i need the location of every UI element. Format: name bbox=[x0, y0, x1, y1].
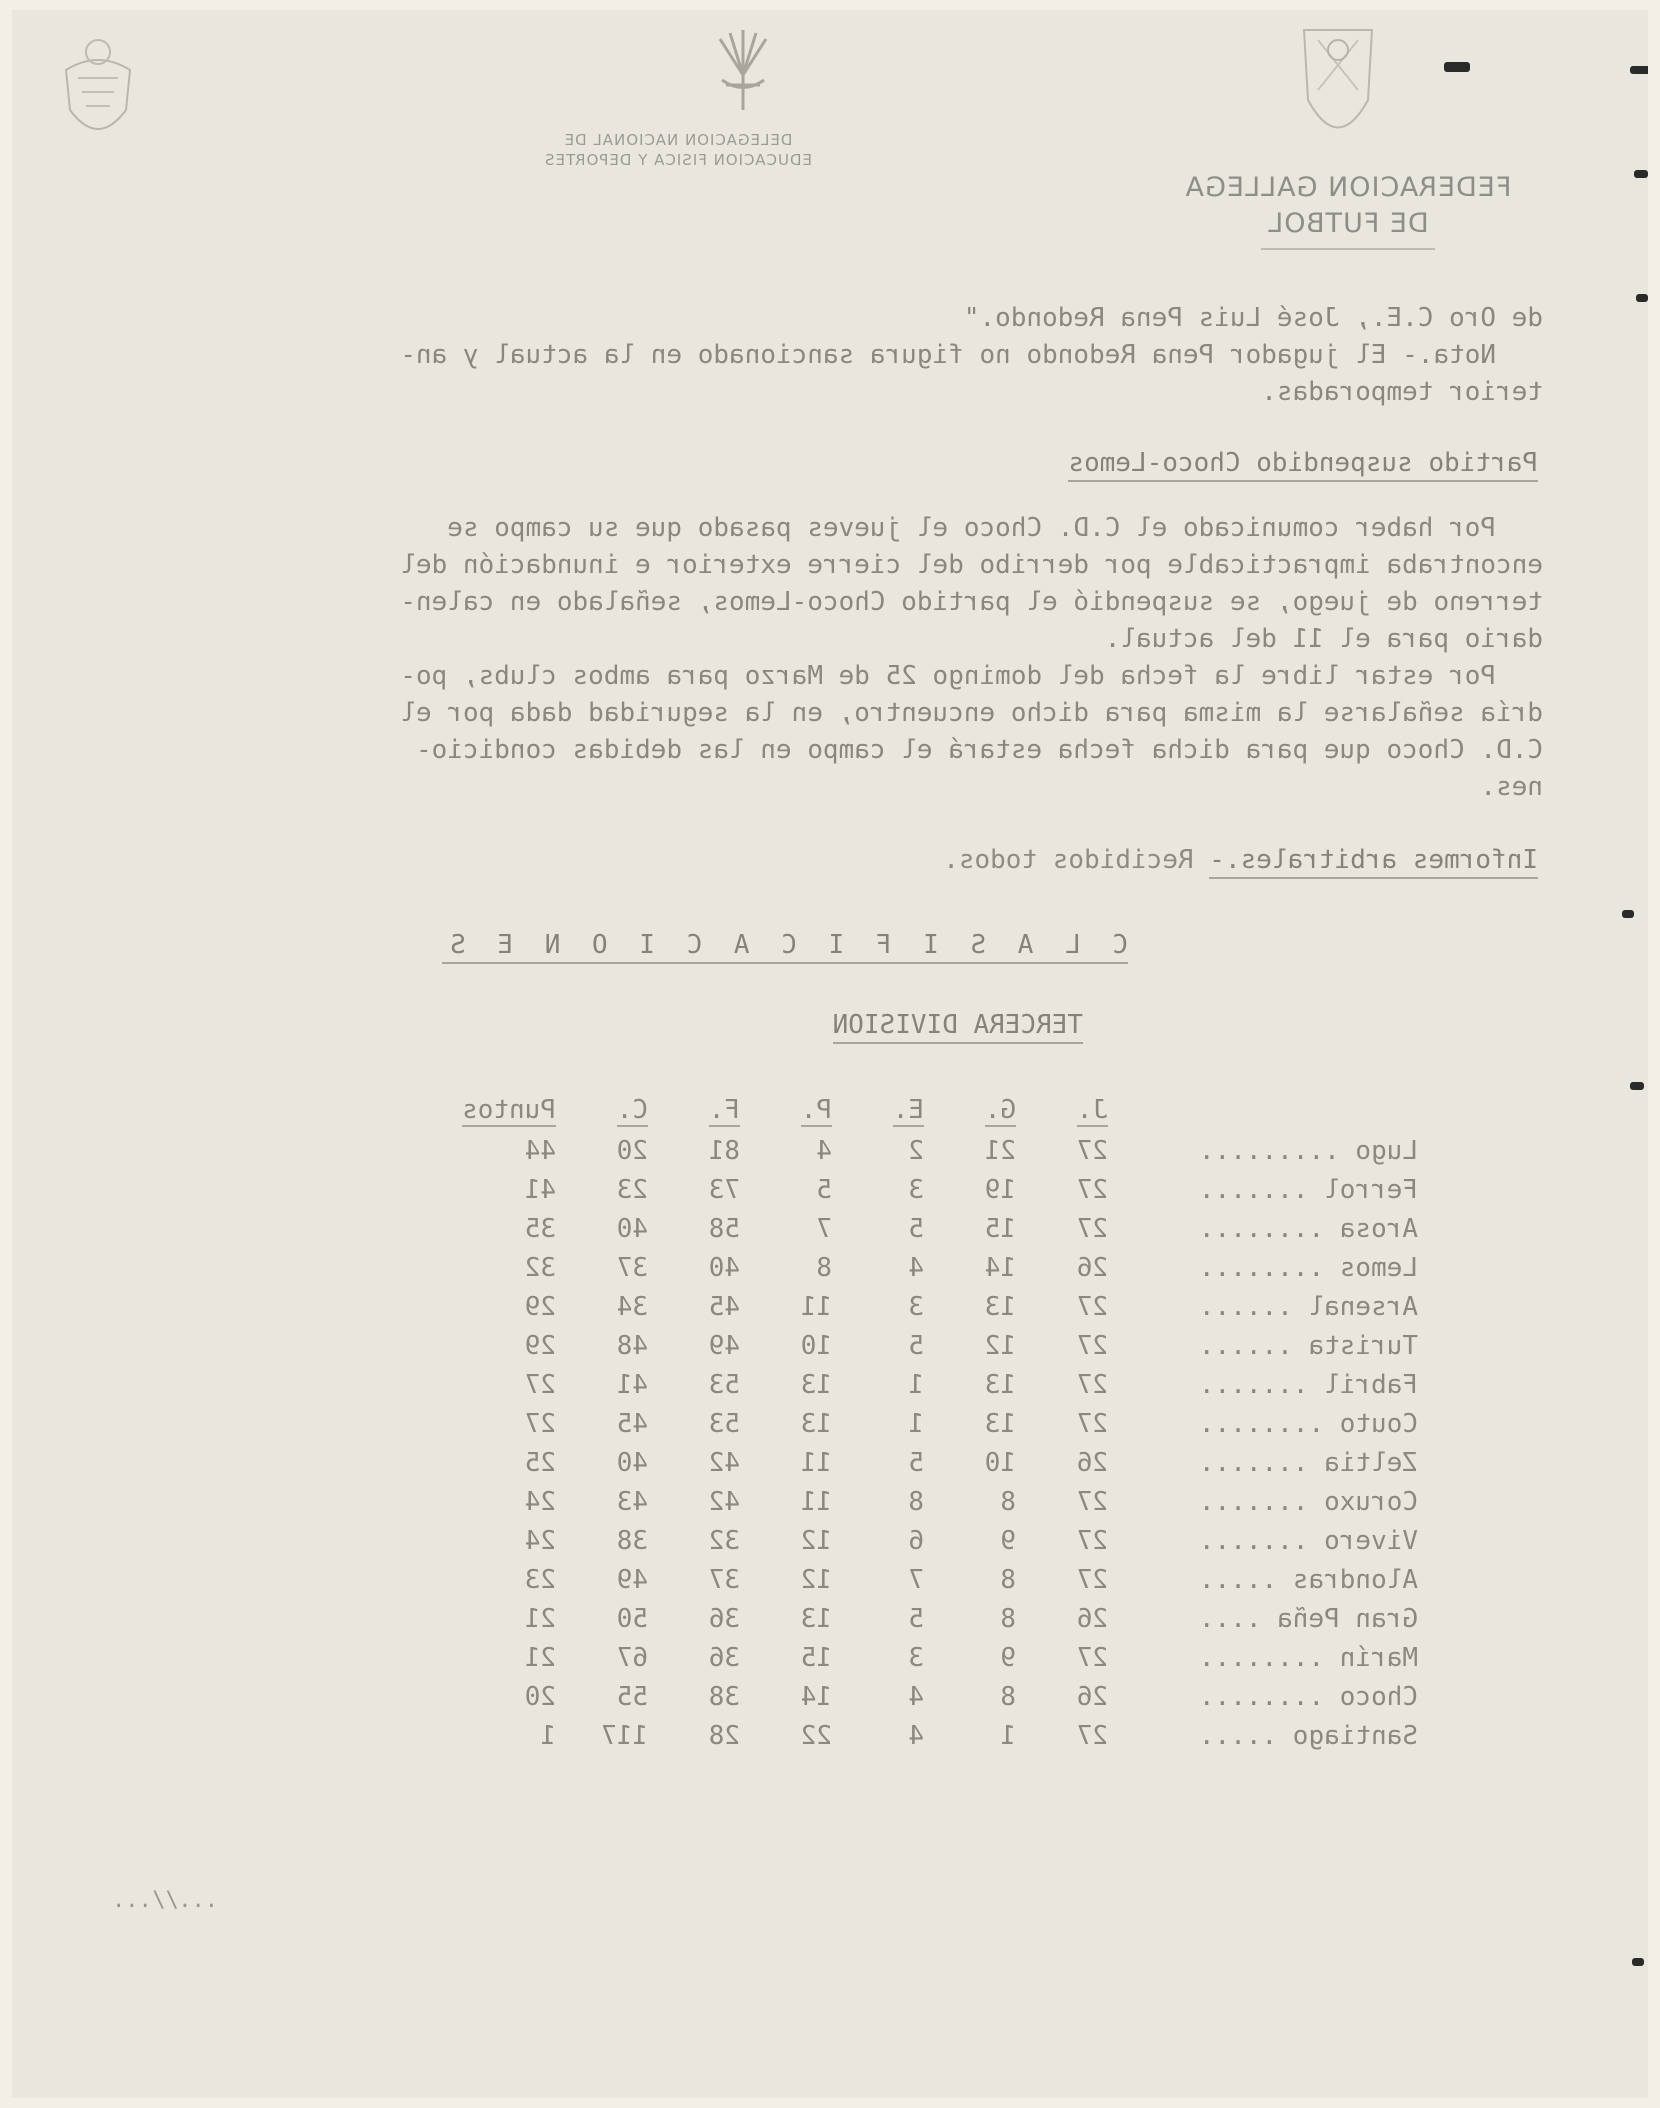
table-cell: 27 bbox=[1076, 1174, 1108, 1205]
table-cell: 27 bbox=[1076, 1330, 1108, 1361]
table-cell: 37 bbox=[616, 1252, 648, 1283]
table-cell: 11 bbox=[800, 1291, 832, 1322]
table-cell: 5 bbox=[816, 1174, 832, 1205]
table-cell: 8 bbox=[1000, 1603, 1016, 1634]
table-cell: 55 bbox=[616, 1681, 648, 1712]
heading-referee-reports: Informes arbitrales.- bbox=[1209, 845, 1538, 879]
federation-shield-icon bbox=[58, 30, 138, 150]
table-cell: 27 bbox=[1076, 1135, 1108, 1166]
text-line: de Oro C.E., José Luis Pena Redondo." bbox=[963, 303, 1543, 333]
table-cell: 27 bbox=[524, 1369, 556, 1400]
table-cell: 13 bbox=[800, 1603, 832, 1634]
column-header: F. bbox=[708, 1095, 740, 1125]
table-cell: 81 bbox=[708, 1135, 740, 1166]
table-cell: 73 bbox=[708, 1174, 740, 1205]
table-cell: 25 bbox=[524, 1447, 556, 1478]
table-row bbox=[446, 1131, 1418, 1170]
standings-table bbox=[446, 1095, 1418, 1755]
table-cell: 34 bbox=[616, 1291, 648, 1322]
table-cell: 5 bbox=[908, 1213, 924, 1244]
table-cell: 29 bbox=[524, 1330, 556, 1361]
column-header: P. bbox=[800, 1095, 832, 1125]
table-row bbox=[446, 1326, 1418, 1365]
table-cell: 20 bbox=[616, 1135, 648, 1166]
table-cell: 28 bbox=[708, 1720, 740, 1751]
national-line-1: DELEGACION NACIONAL DE bbox=[563, 131, 793, 149]
table-cell: 10 bbox=[984, 1447, 1016, 1478]
table-cell: 29 bbox=[524, 1291, 556, 1322]
table-cell: 3 bbox=[908, 1642, 924, 1673]
text-line: Nota.- El jugador Pena Redondo no figura sancionado en la actual y an- bbox=[400, 340, 1543, 370]
table-cell: 40 bbox=[616, 1213, 648, 1244]
table-cell: 49 bbox=[616, 1564, 648, 1595]
table-cell: 27 bbox=[1076, 1369, 1108, 1400]
table-cell: 117 bbox=[601, 1720, 648, 1751]
table-cell: 24 bbox=[524, 1486, 556, 1517]
table-cell: 32 bbox=[524, 1252, 556, 1283]
table-cell: 21 bbox=[524, 1642, 556, 1673]
table-cell: 21 bbox=[984, 1135, 1016, 1166]
table-cell: 3 bbox=[908, 1291, 924, 1322]
table-cell: 1 bbox=[540, 1720, 556, 1751]
body-text-top bbox=[93, 300, 1543, 411]
table-cell: 26 bbox=[1076, 1447, 1108, 1478]
table-cell: 1 bbox=[1000, 1720, 1016, 1751]
body-text-suspended bbox=[93, 510, 1543, 806]
table-cell: 35 bbox=[524, 1213, 556, 1244]
yoke-and-arrows-icon bbox=[708, 25, 778, 115]
table-cell: 38 bbox=[708, 1681, 740, 1712]
table-row bbox=[446, 1170, 1418, 1209]
table-cell: 13 bbox=[800, 1408, 832, 1439]
table-cell: 26 bbox=[1076, 1603, 1108, 1634]
table-cell: 23 bbox=[524, 1564, 556, 1595]
text-line: dario para el 11 del actual. bbox=[1104, 624, 1543, 654]
table-cell: 32 bbox=[708, 1525, 740, 1556]
division-title: TERCERA DIVISION bbox=[833, 1010, 1083, 1044]
table-cell: 21 bbox=[524, 1603, 556, 1634]
table-cell: 12 bbox=[984, 1330, 1016, 1361]
table-cell: 38 bbox=[616, 1525, 648, 1556]
table-cell: 27 bbox=[1076, 1486, 1108, 1517]
team-name: Lemos ........ bbox=[1198, 1252, 1418, 1283]
table-cell: 13 bbox=[984, 1369, 1016, 1400]
team-name: Gran Peña .... bbox=[1198, 1603, 1418, 1634]
team-name: Arosa ........ bbox=[1198, 1213, 1418, 1244]
column-header: E. bbox=[892, 1095, 924, 1125]
table-cell: 40 bbox=[708, 1252, 740, 1283]
table-cell: 1 bbox=[908, 1369, 924, 1400]
table-cell: 41 bbox=[616, 1369, 648, 1400]
team-name: Vivero ....... bbox=[1198, 1525, 1418, 1556]
table-cell: 24 bbox=[524, 1525, 556, 1556]
federation-header bbox=[1148, 170, 1548, 250]
table-cell: 27 bbox=[1076, 1291, 1108, 1322]
table-cell: 11 bbox=[800, 1447, 832, 1478]
table-cell: 4 bbox=[908, 1252, 924, 1283]
table-cell: 36 bbox=[708, 1603, 740, 1634]
table-cell: 8 bbox=[816, 1252, 832, 1283]
table-cell: 45 bbox=[708, 1291, 740, 1322]
table-cell: 9 bbox=[1000, 1642, 1016, 1673]
national-line-2: EDUCACION FISICA Y DEPORTES bbox=[544, 151, 812, 169]
table-cell: 3 bbox=[908, 1174, 924, 1205]
table-cell: 15 bbox=[800, 1642, 832, 1673]
table-cell: 1 bbox=[908, 1408, 924, 1439]
table-cell: 5 bbox=[908, 1603, 924, 1634]
table-row bbox=[446, 1482, 1418, 1521]
table-cell: 48 bbox=[616, 1330, 648, 1361]
table-cell: 26 bbox=[1076, 1252, 1108, 1283]
reports-text: Recibidos todos. bbox=[943, 845, 1210, 875]
table-cell: 6 bbox=[908, 1525, 924, 1556]
team-name: Arsenal ...... bbox=[1198, 1291, 1418, 1322]
table-cell: 8 bbox=[908, 1486, 924, 1517]
team-name: Alondras ..... bbox=[1198, 1564, 1418, 1595]
table-cell: 42 bbox=[708, 1447, 740, 1478]
text-line: terreno de juego, se suspendió el partido Choco-Lemos, señalado en calen- bbox=[400, 587, 1543, 617]
table-row bbox=[446, 1677, 1418, 1716]
table-cell: 8 bbox=[1000, 1486, 1016, 1517]
team-name: Santiago ..... bbox=[1198, 1720, 1418, 1751]
table-cell: 49 bbox=[708, 1330, 740, 1361]
table-cell: 44 bbox=[524, 1135, 556, 1166]
table-cell: 20 bbox=[524, 1681, 556, 1712]
table-row bbox=[446, 1248, 1418, 1287]
table-cell: 4 bbox=[908, 1681, 924, 1712]
mirrored-sheet bbox=[12, 10, 1648, 2098]
text-line: Por haber comunicado el C.D. Choco el jueves pasado que su campo se bbox=[447, 513, 1543, 543]
table-cell: 27 bbox=[1076, 1642, 1108, 1673]
table-cell: 53 bbox=[708, 1369, 740, 1400]
team-name: Choco ........ bbox=[1198, 1681, 1418, 1712]
table-cell: 27 bbox=[1076, 1720, 1108, 1751]
table-cell: 13 bbox=[984, 1408, 1016, 1439]
table-cell: 13 bbox=[984, 1291, 1016, 1322]
table-row bbox=[446, 1716, 1418, 1755]
team-name: Coruxo ....... bbox=[1198, 1486, 1418, 1517]
federation-line-1: FEDERACION GALLEGA bbox=[1184, 172, 1512, 203]
federation-line-2: DE FUTBOL bbox=[1261, 206, 1435, 250]
table-cell: 58 bbox=[708, 1213, 740, 1244]
table-cell: 45 bbox=[616, 1408, 648, 1439]
table-cell: 8 bbox=[1000, 1681, 1016, 1712]
table-row bbox=[446, 1443, 1418, 1482]
table-cell: 7 bbox=[816, 1213, 832, 1244]
table-row bbox=[446, 1521, 1418, 1560]
table-cell: 14 bbox=[800, 1681, 832, 1712]
table-cell: 27 bbox=[524, 1408, 556, 1439]
reports-line bbox=[943, 845, 1538, 875]
table-cell: 23 bbox=[616, 1174, 648, 1205]
table-cell: 4 bbox=[908, 1720, 924, 1751]
table-row bbox=[446, 1404, 1418, 1443]
column-header: G. bbox=[984, 1095, 1016, 1125]
text-line: terior temporadas. bbox=[1261, 377, 1543, 407]
table-cell: 13 bbox=[800, 1369, 832, 1400]
table-cell: 15 bbox=[984, 1213, 1016, 1244]
table-row bbox=[446, 1599, 1418, 1638]
team-name: Ferrol ....... bbox=[1198, 1174, 1418, 1205]
table-cell: 42 bbox=[708, 1486, 740, 1517]
table-cell: 8 bbox=[1000, 1564, 1016, 1595]
table-cell: 14 bbox=[984, 1252, 1016, 1283]
column-header: J. bbox=[1076, 1095, 1108, 1125]
team-name: Marín ........ bbox=[1198, 1642, 1418, 1673]
table-cell: 27 bbox=[1076, 1408, 1108, 1439]
page-continuation-mark: ...//... bbox=[112, 1888, 218, 1913]
table-cell: 67 bbox=[616, 1642, 648, 1673]
team-name: Turista ...... bbox=[1198, 1330, 1418, 1361]
table-cell: 37 bbox=[708, 1564, 740, 1595]
text-line: encontraba impracticable por derribo del cierre exterior e inundación del bbox=[400, 550, 1543, 580]
table-cell: 4 bbox=[816, 1135, 832, 1166]
team-name: Fabril ....... bbox=[1198, 1369, 1418, 1400]
table-cell: 50 bbox=[616, 1603, 648, 1634]
heading-suspended-match: Partido suspendido Choco-Lemos bbox=[1068, 448, 1538, 482]
table-cell: 27 bbox=[1076, 1525, 1108, 1556]
team-name: Zeltia ....... bbox=[1198, 1447, 1418, 1478]
table-cell: 10 bbox=[800, 1330, 832, 1361]
column-header: C. bbox=[616, 1095, 648, 1125]
table-cell: 41 bbox=[524, 1174, 556, 1205]
text-line: Por estar libre la fecha del domingo 25 de Marzo para ambos clubs, po- bbox=[400, 661, 1543, 691]
table-cell: 40 bbox=[616, 1447, 648, 1478]
table-row bbox=[446, 1560, 1418, 1599]
text-line: nes. bbox=[1480, 772, 1543, 802]
text-line: C.D. Choco que para dicha fecha estará el campo en las debidas condicio- bbox=[415, 735, 1543, 765]
table-cell: 12 bbox=[800, 1525, 832, 1556]
table-cell: 9 bbox=[1000, 1525, 1016, 1556]
team-name: Lugo ......... bbox=[1198, 1135, 1418, 1166]
national-delegation-header bbox=[468, 130, 888, 170]
table-cell: 12 bbox=[800, 1564, 832, 1595]
table-cell: 26 bbox=[1076, 1681, 1108, 1712]
table-cell: 36 bbox=[708, 1642, 740, 1673]
table-header-row bbox=[446, 1095, 1418, 1131]
standings-body bbox=[446, 1131, 1418, 1755]
document-page bbox=[12, 10, 1648, 2098]
column-header: Puntos bbox=[462, 1095, 556, 1125]
table-cell: 27 bbox=[1076, 1564, 1108, 1595]
team-name: Couto ........ bbox=[1198, 1408, 1418, 1439]
table-cell: 2 bbox=[908, 1135, 924, 1166]
club-crest-icon bbox=[1298, 20, 1378, 160]
table-cell: 43 bbox=[616, 1486, 648, 1517]
table-cell: 7 bbox=[908, 1564, 924, 1595]
table-row bbox=[446, 1638, 1418, 1677]
classifications-title: C L A S I F I C A C I O N E S bbox=[442, 930, 1128, 964]
table-cell: 5 bbox=[908, 1330, 924, 1361]
table-row bbox=[446, 1365, 1418, 1404]
table-cell: 27 bbox=[1076, 1213, 1108, 1244]
table-cell: 22 bbox=[800, 1720, 832, 1751]
table-row bbox=[446, 1287, 1418, 1326]
table-row bbox=[446, 1209, 1418, 1248]
table-cell: 53 bbox=[708, 1408, 740, 1439]
table-cell: 19 bbox=[984, 1174, 1016, 1205]
team-column-header bbox=[1108, 1095, 1418, 1131]
text-line: dría señalarse la misma para dicho encuentro, en la seguridad dada por el bbox=[400, 698, 1543, 728]
table-cell: 5 bbox=[908, 1447, 924, 1478]
table-cell: 11 bbox=[800, 1486, 832, 1517]
